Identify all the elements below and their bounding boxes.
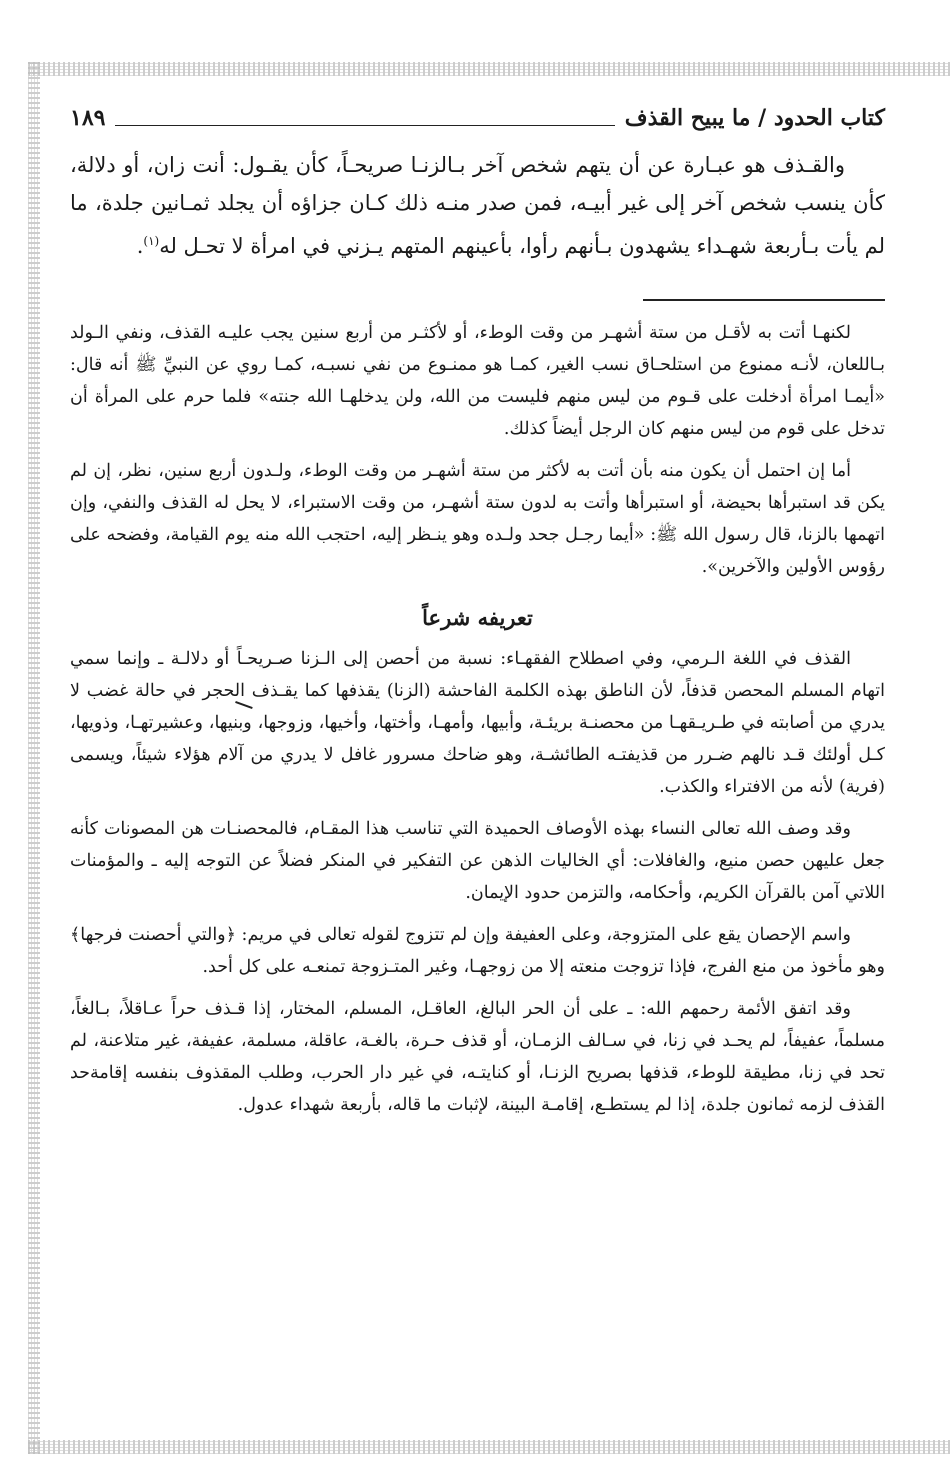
decorative-border-bottom bbox=[28, 1440, 950, 1454]
body-paragraph-4: وقد اتفق الأئمة رحمهم الله: ـ على أن الحر البالغ، العاقـل، المسلم، المختار، إذا قـذف حراً عـاقلاً، بـالغاً، مسلماً، عفيفاً، لم يحـد في زنا، في سـالف الزمـان، أو قذف حـرة، بالغـة، عاقلة، مسلمة، عفيفة، غير متلاعنة، لم تحد في زنا، مطيقة للوطء، قذفها بصريح الزنـا، أو كنايتـه، في غير دار الحرب، وطلب المقذوف بنفسه إقامةحد القذف لزمه ثمانون جلدة، إذا لم يستطـع، إقامـة البينة، لإثبات ما قاله، بأربعة شهداء عدول. bbox=[70, 999, 885, 1115]
body-paragraph-3: واسم الإحصان يقع على المتزوجة، وعلى العفيفة وإن لم تتزوج لقوله تعالى في مريم: ﴿والتي أحصنت فرجها﴾ وهو مأخوذ من منع الفرج، فإذا تزوجت منعته إلا من زوجهـا، وغير المتـزوجة تمنعـه على كل أحد. bbox=[70, 925, 885, 977]
body-paragraph-1: القذف في اللغة الـرمي، وفي اصطلاح الفقهـاء: نسبة من أحصن إلى الـزنا صـريحـاً أو دلالـة ـ وإنما سمي اتهام المسلم المحصن قذفاً، لأن الناطق بهذه الكلمة الفاحشة (الزنا) يقذفها كما يقـذف الحجر في حالة غضب لا يدري من أصابته في طـريـقهـا من محصنـة بريئـة، وأبيها، وأمهـا، وأختها، وأخيها، وزوجها، وبنيها، وعشيرتهـا، وذويها، كـل أولئك قـد نالهم ضـرر من قذيفتـه الطائشـة، وهو ضاحك مسرور غافل لا يدري من آلام هؤلاء شيئاً، ويسمى (فرية) لأنه من الافتراء والكذب. bbox=[70, 649, 885, 797]
decorative-border-left bbox=[28, 62, 40, 1454]
footnote-separator bbox=[643, 299, 885, 301]
decorative-border-top bbox=[28, 62, 950, 76]
running-title: كتاب الحدود / ما يبيح القذف bbox=[624, 105, 885, 131]
page-body bbox=[70, 146, 885, 1131]
header-rule bbox=[115, 125, 614, 126]
section-heading: تعريفه شرعاً bbox=[422, 605, 533, 630]
footnote-reference: (١) bbox=[143, 234, 160, 248]
page-header bbox=[70, 100, 885, 136]
body-paragraph-2: وقد وصف الله تعالى النساء بهذه الأوصاف الحميدة التي تناسب هذا المقـام، فالمحصنـات هن المصونات كأنه جعل عليهن حصن منيع، والغافلات: أي الخاليات الذهن عن التفكير في المنكر فضلاً عن التوجه إليه ـ والمؤمنات اللاتي آمن بالقرآن الكريم، وأحكامه، والتزمن حدود الإيمان. bbox=[70, 819, 885, 903]
main-paragraph-end: . bbox=[136, 234, 144, 258]
main-paragraph-text: والقـذف هو عبـارة عن أن يتهم شخص آخر بـالزنـا صريحـاً، كأن يقـول: أنت زان، أو دلالة، كأن ينسب شخص آخر إلى غير أبيـه، فمن صدر منـه ذلك كـان جزاؤه أن يجلد ثمـانين جلدة، ما لم يأت بـأربعة شهـداء يشهدون بـأنهم رأوا، بأعينهم المتهم يـزني في امرأة لا تحـل له bbox=[70, 153, 885, 258]
note-paragraph-1: لكنهـا أتت به لأقـل من ستة أشهـر من وقت الوطء، أو لأكثـر من أربع سنين يجب عليـه القذف، ونفي الـولد بـاللعان، لأنـه ممنوع من استلحـاق نسب الغير، كمـا هو ممنـوع من نفي نسبـه، كمـا روي عن النبيِّ ﷺ أنه قال: «أيمـا امرأة أدخلت على قـوم من ليس منهم فليست من الله، ولن يدخلهـا الله جنته» فلما حرم على المرأة أن تدخل على قوم من ليس منهم كان الرجل أيضاً كذلك. bbox=[70, 323, 885, 439]
page-number: ١٨٩ bbox=[70, 105, 106, 131]
note-paragraph-2: أما إن احتمل أن يكون منه بأن أتت به لأكثر من ستة أشهـر من وقت الوطء، ولـدون أربع سنين، نظر، إن لم يكن قد استبرأها بحيضة، أو استبرأها وأتت به لدون ستة أشهـر، من وقت الاستبراء، لا يحل له القذف والنفي، وإن اتهمها بالزنا، قال رسول الله ﷺ: «أيما رجـل جحد ولـده وهو ينـظر إليه، احتجب الله منه يوم القيامة، وفضحه على رؤوس الأولين والآخرين». bbox=[70, 461, 885, 577]
main-paragraph bbox=[70, 146, 885, 265]
